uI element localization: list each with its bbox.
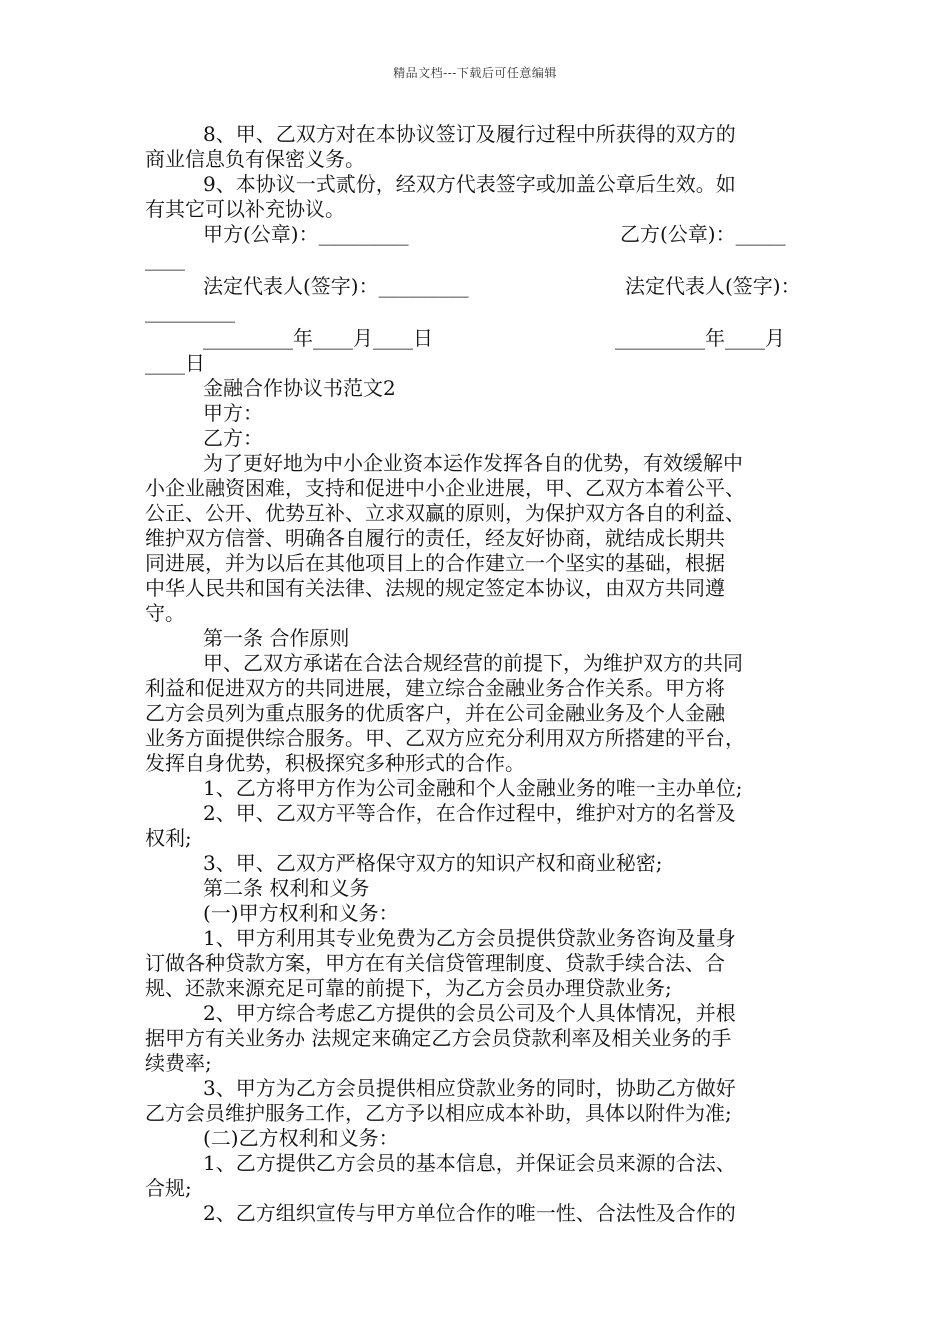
article-1-item-1: 1、乙方将甲方作为公司金融和个人金融业务的唯一主办单位;	[203, 776, 743, 800]
preamble-line-2: 小企业融资困难，支持和促进中小企业进展，甲、乙双方本着公平、	[145, 476, 745, 500]
party-a-date: _________年____月____日	[203, 326, 433, 350]
article-1-title: 第一条 合作原则	[203, 626, 350, 650]
party-b-date-continued: ____日	[145, 351, 205, 375]
section-a-item-3-line-2: 乙方会员维护服务工作，乙方予以相应成本补助，具体以附件为准;	[145, 1101, 732, 1125]
article-1-line-3: 乙方会员列为重点服务的优质客户，并在公司金融业务及个人金融	[145, 701, 725, 725]
article-1-item-3: 3、甲、乙双方严格保守双方的知识产权和商业秘密;	[203, 851, 663, 875]
preamble-line-6: 中华人民共和国有关法律、法规的规定签定本协议，由双方共同遵	[145, 576, 725, 600]
party-b-representative: 法定代表人(签字)：	[625, 274, 801, 298]
party-b-label: 乙方：	[203, 426, 263, 450]
document-body	[145, 122, 815, 1226]
clause-9-line-2: 有其它可以补充协议。	[145, 197, 345, 221]
party-b-seal: 乙方(公章)：_____	[620, 222, 786, 246]
section-b-title: (二)乙方权利和义务：	[203, 1126, 399, 1150]
party-b-representative-continued: _________	[145, 299, 235, 323]
section-a-title: (一)甲方权利和义务：	[203, 901, 399, 925]
section-a-item-2: 2、甲方综合考虑乙方提供的会员公司及个人具体情况，并根	[203, 1001, 736, 1025]
representative-row	[145, 274, 815, 299]
article-2-title: 第二条 权利和义务	[203, 876, 370, 900]
party-a-representative: 法定代表人(签字)：_________	[203, 274, 469, 298]
party-b-date: _________年____月	[615, 326, 785, 350]
seal-row	[145, 222, 815, 247]
section-a-item-2-line-3: 续费率;	[145, 1051, 212, 1075]
section-b-item-1: 1、乙方提供乙方会员的基本信息，并保证会员来源的合法、	[203, 1151, 736, 1175]
clause-8-line-2: 商业信息负有保密义务。	[145, 147, 365, 171]
preamble-line-4: 维护双方信誉、明确各自履行的责任，经友好协商，就结成长期共	[145, 526, 725, 550]
party-a-seal: 甲方(公章)：_________	[203, 222, 409, 246]
section-a-item-1-line-2: 订做各种贷款方案，甲方在有关信贷管理制度、贷款手续合法、合	[145, 951, 725, 975]
preamble-line-1: 为了更好地为中小企业资本运作发挥各自的优势，有效缓解中	[203, 451, 743, 475]
section-a-item-3: 3、甲方为乙方会员提供相应贷款业务的同时，协助乙方做好	[203, 1076, 736, 1100]
party-b-seal-continued: ____	[145, 247, 185, 271]
article-1-item-2-continued: 权利;	[145, 826, 192, 850]
page-header: 精品文档---下载后可任意编辑	[393, 66, 557, 80]
clause-8-line-1: 8、甲、乙双方对在本协议签订及履行过程中所获得的双方的	[203, 122, 736, 146]
date-row	[145, 326, 815, 351]
clause-9-line-1: 9、本协议一式贰份，经双方代表签字或加盖公章后生效。如	[203, 172, 736, 196]
article-1-line-5: 发挥自身优势，积极探究多种形式的合作。	[145, 751, 525, 775]
article-1-line-2: 利益和促进双方的共同进展，建立综合金融业务合作关系。甲方将	[145, 676, 725, 700]
agreement-title: 金融合作协议书范文2	[203, 376, 396, 400]
preamble-line-7: 守。	[145, 601, 185, 625]
section-b-item-2: 2、乙方组织宣传与甲方单位合作的唯一性、合法性及合作的	[203, 1201, 736, 1225]
section-a-item-1: 1、甲方利用其专业免费为乙方会员提供贷款业务咨询及量身	[203, 926, 736, 950]
article-1-item-2: 2、甲、乙双方平等合作，在合作过程中，维护对方的名誉及	[203, 801, 736, 825]
article-1-line-1: 甲、乙双方承诺在合法合规经营的前提下，为维护双方的共同	[203, 651, 743, 675]
preamble-line-3: 公正、公开、优势互补、立求双赢的原则，为保护双方各自的利益、	[145, 501, 745, 525]
preamble-line-5: 同进展，并为以后在其他项目上的合作建立一个坚实的基础，根据	[145, 551, 725, 575]
section-a-item-1-line-3: 规、还款来源充足可靠的前提下，为乙方会员办理贷款业务;	[145, 976, 672, 1000]
section-a-item-2-line-2: 据甲方有关业务办 法规定来确定乙方会员贷款利率及相关业务的手	[145, 1026, 732, 1050]
article-1-line-4: 业务方面提供综合服务。甲、乙双方应充分利用双方所搭建的平台，	[145, 726, 745, 750]
section-b-item-1-line-2: 合规;	[145, 1176, 192, 1200]
party-a-label: 甲方：	[203, 401, 263, 425]
